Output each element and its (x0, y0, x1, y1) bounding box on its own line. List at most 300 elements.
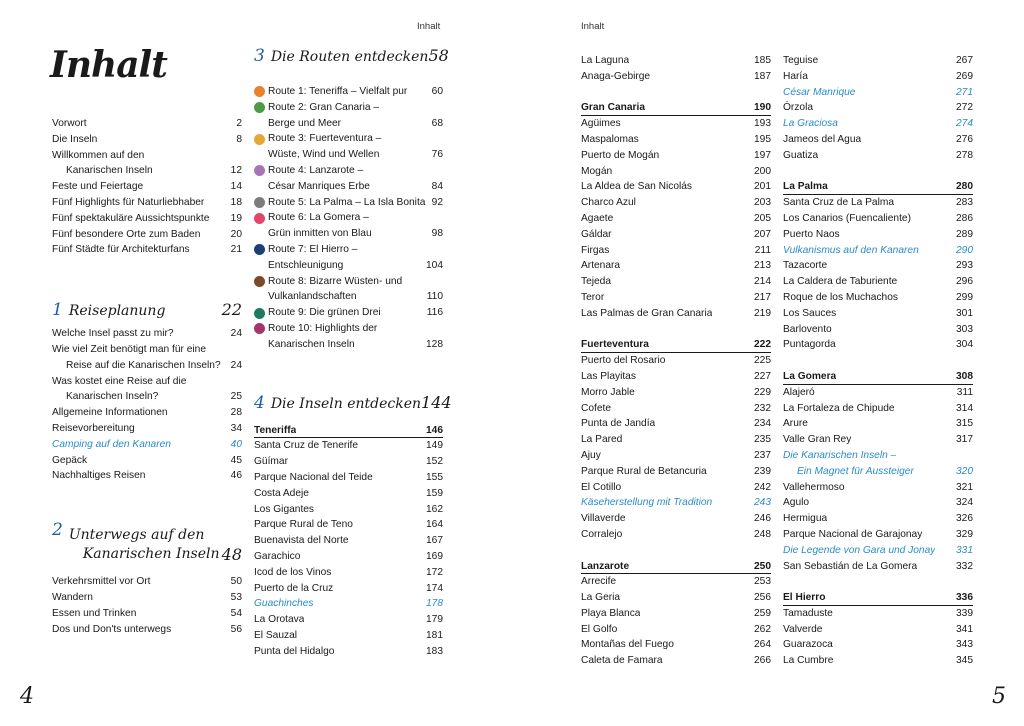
toc-section-heading[interactable] (254, 423, 443, 439)
toc-entry-page: 164 (426, 519, 443, 531)
toc-entry[interactable] (783, 322, 973, 338)
route-color-dot-icon (254, 197, 265, 208)
toc-entry[interactable] (254, 454, 443, 470)
route-page: 60 (431, 86, 443, 97)
toc-entry[interactable] (581, 179, 771, 195)
toc-entry[interactable] (581, 448, 771, 464)
route-entry[interactable] (254, 258, 443, 274)
route-entry[interactable] (254, 305, 443, 321)
toc-entry-title: Parque Nacional de Garajonay (783, 528, 923, 540)
toc-entry[interactable] (581, 369, 771, 385)
route-entry[interactable] (254, 84, 443, 100)
running-head-left: Inhalt (417, 21, 441, 32)
toc-entry-title: La Laguna (581, 55, 630, 66)
toc-entry-title: San Sebastián de La Gomera (783, 560, 918, 572)
toc-entry[interactable] (254, 517, 443, 533)
toc-entry-title: Teguise (783, 55, 819, 66)
toc-entry-page: 155 (426, 471, 443, 483)
toc-entry-page: 159 (426, 487, 443, 499)
toc-entry[interactable] (52, 179, 242, 195)
islands-list-2 (783, 53, 973, 669)
route-color-dot-icon (254, 134, 265, 145)
right-page (512, 0, 1024, 726)
toc-entry-title: Tazacorte (783, 260, 828, 272)
toc-entry[interactable] (783, 559, 973, 575)
toc-entry-page: 195 (754, 133, 771, 145)
chapter-number: 4 (254, 392, 265, 413)
toc-entry[interactable] (783, 306, 973, 322)
toc-entry-page: 178 (426, 598, 443, 610)
toc-entry-page: 283 (956, 197, 973, 209)
toc-entry[interactable] (254, 581, 443, 597)
toc-entry[interactable] (581, 132, 771, 148)
toc-entry[interactable] (254, 470, 443, 486)
toc-entry[interactable] (581, 511, 771, 527)
section-gap (581, 322, 771, 338)
toc-entry-page: 185 (754, 55, 771, 66)
toc-entry[interactable] (52, 116, 242, 132)
toc-entry-page: 266 (754, 655, 771, 667)
toc-entry-page: 246 (754, 513, 771, 525)
toc-entry[interactable] (581, 148, 771, 164)
section-gap (783, 164, 973, 180)
toc-entry[interactable] (581, 527, 771, 543)
route-page: 84 (431, 180, 443, 192)
toc-entry-title: La Palma (783, 181, 828, 193)
toc-entry-title: Gepäck (52, 454, 88, 466)
toc-entry-title: Punta de Jandía (581, 418, 656, 430)
toc-entry[interactable] (581, 290, 771, 306)
toc-entry[interactable] (52, 374, 242, 390)
toc-entry-title: La Orotava (254, 614, 305, 626)
route-color-dot-icon (254, 213, 265, 224)
route-title: César Manriques Erbe (268, 180, 370, 192)
toc-entry-title: El Cotillo (581, 481, 622, 493)
toc-entry-page: 299 (956, 291, 973, 303)
chapter-4-heading[interactable] (254, 392, 452, 423)
toc-entry[interactable] (581, 590, 771, 606)
route-entry[interactable] (254, 163, 443, 179)
toc-entry[interactable] (783, 116, 973, 132)
toc-entry-page: 146 (426, 424, 443, 436)
route-color-dot-icon (254, 276, 265, 287)
toc-entry[interactable] (254, 565, 443, 581)
route-entry[interactable] (254, 321, 443, 337)
toc-entry[interactable] (52, 453, 242, 469)
toc-entry-page: 256 (754, 592, 771, 604)
toc-entry-page: 278 (956, 149, 973, 161)
toc-entry-page: 253 (754, 576, 771, 588)
toc-entry-title: La Fortaleza de Chipude (783, 402, 895, 414)
toc-entry-title: Guatiza (783, 149, 819, 161)
route-title: Grün inmitten von Blau (268, 228, 372, 240)
toc-entry-page: 317 (956, 434, 973, 446)
toc-entry-title: Puerto de la Cruz (254, 582, 334, 594)
route-entry[interactable] (254, 179, 443, 195)
route-title: Route 5: La Palma – La Isla Bonita (268, 196, 426, 208)
toc-entry-page: 193 (754, 118, 771, 130)
route-title: Route 10: Highlights der (268, 322, 378, 334)
toc-entry-title: Alajeró (783, 386, 815, 398)
toc-entry-page: 341 (956, 623, 973, 635)
toc-entry-page: 172 (426, 566, 443, 578)
toc-entry[interactable] (783, 385, 973, 401)
toc-entry-title: Agaete (581, 212, 614, 224)
route-entry[interactable] (254, 131, 443, 147)
toc-entry[interactable] (783, 211, 973, 227)
toc-entry-page: 276 (956, 133, 973, 145)
toc-entry[interactable] (581, 385, 771, 401)
toc-entry[interactable] (52, 574, 242, 590)
route-page: 110 (426, 291, 443, 303)
chapter-2-list (52, 574, 242, 637)
toc-section-heading[interactable] (783, 179, 973, 195)
toc-entry-page: 280 (956, 181, 973, 193)
toc-entry[interactable] (254, 549, 443, 565)
toc-entry-title: Santa Cruz de Tenerife (254, 440, 359, 452)
toc-entry[interactable] (254, 502, 443, 518)
toc-entry[interactable] (783, 606, 973, 622)
route-page: 98 (431, 228, 443, 240)
toc-entry-title: Agulo (783, 497, 810, 509)
toc-entry-page: 225 (754, 355, 771, 367)
toc-entry-page: 34 (230, 422, 242, 434)
toc-entry-title: Ajuy (581, 449, 601, 461)
toc-entry[interactable] (783, 274, 973, 290)
toc-entry[interactable] (783, 53, 973, 69)
route-entry[interactable] (254, 289, 443, 305)
toc-entry-title: César Manrique (783, 86, 856, 98)
route-page: 76 (431, 149, 443, 161)
toc-entry-title: Ein Magnet für Aussteiger (797, 465, 914, 477)
toc-entry-title: Vorwort (52, 118, 87, 129)
page-number-right: 5 (992, 684, 1006, 709)
toc-entry[interactable] (581, 258, 771, 274)
toc-entry-title: Nachhaltiges Reisen (52, 470, 146, 482)
toc-entry[interactable] (581, 480, 771, 496)
toc-entry[interactable] (581, 227, 771, 243)
chapter-page: 48 (221, 545, 242, 565)
toc-entry-title: Villaverde (581, 513, 626, 525)
toc-entry-page: 24 (230, 328, 242, 340)
toc-entry[interactable] (52, 163, 242, 179)
toc-entry-title: Parque Nacional del Teide (254, 471, 373, 483)
toc-entry[interactable] (581, 622, 771, 638)
toc-entry[interactable] (783, 495, 973, 511)
toc-entry-page: 40 (230, 438, 242, 450)
toc-entry[interactable] (581, 606, 771, 622)
route-entry[interactable] (254, 100, 443, 116)
route-entry[interactable] (254, 116, 443, 132)
toc-entry[interactable] (52, 211, 242, 227)
toc-entry-title: El Golfo (581, 623, 618, 635)
route-entry[interactable] (254, 147, 443, 163)
toc-entry-title: Gáldar (581, 228, 612, 240)
route-page: 128 (426, 338, 443, 350)
toc-entry-page: 214 (754, 276, 771, 288)
route-title: Entschleunigung (268, 259, 344, 271)
toc-entry-page: 326 (956, 513, 973, 525)
toc-entry-title: Mogán (581, 165, 613, 177)
toc-entry-title: El Hierro (783, 592, 826, 604)
toc-entry[interactable] (52, 148, 242, 164)
toc-entry[interactable] (581, 653, 771, 669)
toc-entry[interactable] (783, 243, 973, 259)
toc-entry-page: 2 (236, 118, 242, 129)
toc-entry[interactable] (783, 85, 973, 101)
toc-entry-title: Teror (581, 291, 605, 303)
toc-entry-title: La Aldea de San Nicolás (581, 181, 693, 193)
route-entry[interactable] (254, 210, 443, 226)
toc-entry-title: Cofete (581, 402, 612, 414)
toc-entry[interactable] (783, 637, 973, 653)
toc-entry[interactable] (783, 448, 973, 464)
toc-entry-title: Jameos del Agua (783, 133, 862, 145)
route-page: 104 (426, 259, 443, 271)
toc-entry[interactable] (783, 148, 973, 164)
chapter-2-heading[interactable] (52, 520, 242, 564)
toc-entry-title: Tamaduste (783, 607, 833, 619)
toc-entry-page: 12 (230, 165, 242, 177)
toc-entry[interactable] (783, 543, 973, 559)
toc-entry-page: 267 (956, 55, 973, 66)
toc-entry[interactable] (52, 468, 242, 484)
toc-entry[interactable] (783, 195, 973, 211)
toc-entry[interactable] (581, 416, 771, 432)
toc-entry-title: Órzola (783, 102, 814, 114)
toc-entry[interactable] (581, 211, 771, 227)
chapter-title: Die Inseln entdecken (270, 395, 422, 412)
toc-entry-title: La Caldera de Taburiente (783, 276, 898, 288)
chapter-title: Die Routen entdecken (270, 49, 429, 65)
toc-entry[interactable] (783, 258, 973, 274)
toc-entry[interactable] (52, 622, 242, 638)
toc-entry[interactable] (52, 326, 242, 342)
toc-entry[interactable] (783, 432, 973, 448)
toc-entry[interactable] (52, 405, 242, 421)
toc-entry-page: 217 (754, 291, 771, 303)
route-title: Route 6: La Gomera – (268, 212, 369, 224)
toc-entry[interactable] (581, 274, 771, 290)
toc-entry-title: Arrecife (581, 576, 617, 588)
toc-section-heading[interactable] (783, 590, 973, 606)
toc-entry-page: 190 (754, 102, 771, 114)
toc-entry[interactable] (783, 69, 973, 85)
toc-entry[interactable] (52, 358, 242, 374)
toc-entry-title: Güímar (254, 456, 288, 468)
toc-entry-title: La Gomera (783, 370, 837, 382)
toc-entry-title: Punta del Hidalgo (254, 645, 335, 657)
toc-entry-title: Die Inseln (52, 133, 98, 145)
toc-entry[interactable] (783, 480, 973, 496)
toc-entry[interactable] (581, 195, 771, 211)
route-title: Wüste, Wind und Wellen (268, 149, 380, 161)
toc-entry[interactable] (783, 464, 973, 480)
route-title: Route 2: Gran Canaria – (268, 101, 379, 113)
toc-entry-title: La Cumbre (783, 655, 834, 667)
toc-section-heading[interactable] (581, 337, 771, 353)
toc-entry[interactable] (783, 401, 973, 417)
toc-entry[interactable] (52, 342, 242, 358)
toc-entry-title: Puerto de Mogán (581, 149, 660, 161)
toc-entry-page: 211 (754, 244, 771, 256)
chapter-3-heading[interactable] (254, 46, 449, 74)
toc-entry[interactable] (52, 242, 242, 258)
toc-entry[interactable] (581, 495, 771, 511)
toc-entry-title: Wandern (52, 591, 93, 603)
toc-entry-title: Fünf Highlights für Naturliebhaber (52, 196, 205, 208)
toc-entry[interactable] (254, 486, 443, 502)
toc-entry[interactable] (581, 306, 771, 322)
toc-entry-title: Teneriffa (254, 424, 297, 436)
toc-entry[interactable] (581, 243, 771, 259)
toc-entry-title: Was kostet eine Reise auf die (52, 375, 187, 387)
toc-entry[interactable] (52, 132, 242, 148)
toc-entry-title: Barlovento (783, 323, 832, 335)
toc-entry[interactable] (52, 590, 242, 606)
toc-entry-page: 222 (754, 339, 771, 351)
toc-entry[interactable] (783, 416, 973, 432)
toc-entry-title: Tejeda (581, 276, 612, 288)
toc-entry[interactable] (783, 100, 973, 116)
page-title: Inhalt (50, 44, 167, 86)
toc-entry[interactable] (254, 596, 443, 612)
toc-entry-page: 54 (230, 607, 242, 619)
toc-entry-title: Gran Canaria (581, 102, 645, 114)
toc-entry-page: 167 (426, 535, 443, 547)
toc-entry[interactable] (783, 337, 973, 353)
toc-entry[interactable] (581, 432, 771, 448)
toc-entry[interactable] (783, 622, 973, 638)
toc-entry[interactable] (52, 195, 242, 211)
route-title: Route 8: Bizarre Wüsten- und (268, 275, 403, 287)
toc-entry[interactable] (783, 527, 973, 543)
toc-entry[interactable] (581, 164, 771, 180)
toc-entry-page: 324 (956, 497, 973, 509)
toc-entry-page: 336 (956, 592, 973, 604)
route-title: Route 9: Die grünen Drei (268, 307, 381, 319)
chapter-1-heading[interactable] (52, 300, 242, 326)
toc-entry[interactable] (52, 227, 242, 243)
toc-section-heading[interactable] (581, 100, 771, 116)
running-head-right: Inhalt (581, 21, 605, 32)
toc-entry-page: 203 (754, 197, 771, 209)
toc-entry-title: Fünf spektakuläre Aussichtspunkte (52, 212, 210, 224)
toc-entry-title: Artenara (581, 260, 621, 272)
toc-entry-page: 21 (230, 244, 242, 256)
toc-entry-title: Montañas del Fuego (581, 639, 674, 651)
toc-entry[interactable] (581, 116, 771, 132)
toc-entry-title: Los Gigantes (254, 503, 315, 515)
toc-entry-page: 329 (956, 528, 973, 540)
toc-entry[interactable] (581, 53, 771, 69)
toc-entry-title: Roque de los Muchachos (783, 291, 898, 303)
toc-entry[interactable] (783, 511, 973, 527)
toc-entry[interactable] (254, 644, 443, 660)
chapter-number: 3 (254, 46, 265, 66)
toc-entry[interactable] (52, 389, 242, 405)
toc-entry-title: Charco Azul (581, 197, 636, 209)
toc-entry-page: 314 (956, 402, 973, 414)
toc-entry-page: 303 (956, 323, 973, 335)
toc-entry-page: 18 (230, 196, 242, 208)
toc-entry[interactable] (783, 227, 973, 243)
route-color-dot-icon (254, 308, 265, 319)
chapter-1-list (52, 326, 242, 484)
toc-entry-page: 304 (956, 339, 973, 351)
toc-entry-page: 24 (230, 359, 242, 371)
route-color-dot-icon (254, 323, 265, 334)
toc-entry-title: Dos und Don'ts unterwegs (52, 623, 172, 635)
toc-entry-title: Valverde (783, 623, 823, 635)
toc-entry[interactable] (581, 69, 771, 85)
route-color-dot-icon (254, 102, 265, 113)
toc-entry-title: Die Legende von Gara und Jonay (783, 544, 936, 556)
toc-entry[interactable] (254, 612, 443, 628)
route-entry[interactable] (254, 195, 443, 211)
toc-entry-title: Guachinches (254, 598, 314, 610)
toc-entry-title: Fünf Städte für Architekturfans (52, 244, 190, 256)
toc-entry[interactable] (783, 132, 973, 148)
toc-entry-title: Parque Rural de Betancuria (581, 465, 707, 477)
toc-entry-title: Käseherstellung mit Tradition (581, 497, 713, 509)
toc-section-heading[interactable] (783, 369, 973, 385)
toc-entry[interactable] (581, 353, 771, 369)
toc-entry[interactable] (581, 637, 771, 653)
islands-list-1 (581, 53, 771, 669)
toc-entry[interactable] (581, 464, 771, 480)
toc-section-heading[interactable] (581, 559, 771, 575)
toc-entry-title: Feste und Feiertage (52, 181, 144, 193)
route-title: Berge und Meer (268, 117, 342, 129)
toc-entry-title: Santa Cruz de La Palma (783, 197, 894, 209)
toc-entry-page: 25 (230, 391, 242, 403)
toc-entry-title: Guarazoca (783, 639, 833, 651)
route-title: Route 4: Lanzarote – (268, 164, 364, 176)
toc-entry-title: Die Kanarischen Inseln – (783, 449, 897, 461)
toc-entry-page: 331 (956, 544, 973, 556)
route-entry[interactable] (254, 274, 443, 290)
toc-entry-title: Maspalomas (581, 133, 639, 145)
route-entry[interactable] (254, 226, 443, 242)
toc-entry-page: 286 (956, 212, 973, 224)
toc-entry-title: Welche Insel passt zu mir? (52, 328, 174, 340)
toc-entry[interactable] (581, 401, 771, 417)
toc-entry[interactable] (254, 438, 443, 454)
route-page: 92 (431, 196, 443, 208)
toc-entry-title: Corralejo (581, 528, 623, 540)
toc-entry-page: 339 (956, 607, 973, 619)
routes-list (254, 84, 443, 353)
toc-entry[interactable] (52, 606, 242, 622)
toc-entry[interactable] (581, 574, 771, 590)
route-entry[interactable] (254, 337, 443, 353)
toc-entry-page: 311 (956, 386, 973, 398)
toc-entry[interactable] (783, 290, 973, 306)
toc-entry[interactable] (254, 533, 443, 549)
toc-entry-title: Essen und Trinken (52, 607, 137, 619)
toc-entry[interactable] (52, 437, 242, 453)
toc-entry-title: Agüimes (581, 118, 621, 130)
route-color-dot-icon (254, 86, 265, 97)
toc-entry-title: Camping auf den Kanaren (52, 438, 171, 450)
route-entry[interactable] (254, 242, 443, 258)
toc-entry[interactable] (52, 421, 242, 437)
toc-entry-title: La Geria (581, 592, 621, 604)
toc-entry[interactable] (254, 628, 443, 644)
toc-entry-page: 274 (956, 118, 973, 130)
toc-entry[interactable] (783, 653, 973, 669)
